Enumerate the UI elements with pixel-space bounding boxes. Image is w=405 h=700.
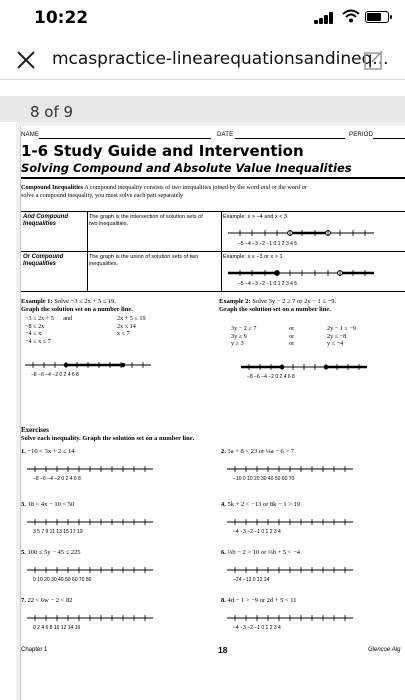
number-line-and — [226, 225, 376, 249]
example-2-work-left: 3y − 2 ≥ 7 3y ≥ 9 y ≥ 3 — [231, 325, 257, 347]
svg-text:−4 −3 −2 −1 0 1 2 3 4: −4 −3 −2 −1 0 1 2 3 4 — [233, 625, 281, 631]
svg-text:−5 −4 −3 −2 −1 0 1 2 3 4: −5 −4 −3 −2 −1 0 1 2 3 4 5 — [238, 241, 298, 247]
table-row — [21, 212, 405, 252]
wifi-icon — [342, 9, 360, 23]
example-2-work-right: 2y − 1 ≤ −9 2y ≤ −8 y ≤ −4 — [327, 325, 356, 347]
nav-bar — [0, 40, 405, 80]
example-2-work-mid: or or or — [289, 325, 295, 347]
exercise-7-number-line[interactable] — [25, 611, 155, 633]
close-icon[interactable] — [14, 48, 38, 72]
exercise-6: 6. ⅔b − 2 > 10 or ⅔b + 5 < −4 — [221, 549, 300, 556]
exercise-8: 8. 4d − 1 > −9 or 2d + 5 < 11 — [221, 597, 297, 604]
status-bar — [0, 0, 405, 34]
guide-subtitle: Solving Compound and Absolute Value Inequalities — [21, 161, 352, 175]
exercise-6-number-line[interactable] — [225, 563, 355, 585]
term-and: And Compound Inequalities — [23, 214, 68, 227]
example-1-work-right: 2x + 5 ≤ 19 2x ≤ 14 x ≤ 7 — [117, 315, 146, 337]
svg-text:0 10 20 30 40 50 60 70: 0 10 20 30 40 50 60 70 80 — [33, 577, 92, 583]
guide-title: 1-6 Study Guide and Intervention — [21, 142, 304, 160]
exercise-1: 1. −10 < 3x + 2 ≤ 14 — [21, 448, 75, 455]
example-and: Example: x > −4 and x < 3 — [223, 214, 288, 220]
footer-chapter: Chapter 1 — [21, 647, 48, 653]
exercise-5: 5. 100 ≤ 5y − 45 ≤ 225 — [21, 549, 81, 556]
document-title: mcaspractice-linearequationsandineq... — [52, 49, 389, 69]
intro-paragraph: Compound Inequalities A compound inequality consists of two inequalities joined by the word and or the word or solve a compound inequality, you must solve each part separately — [21, 184, 308, 199]
exercise-4-number-line[interactable] — [225, 515, 355, 537]
example-1-work-left: −3 ≤ 2x + 5 and −8 ≤ 2x −4 ≤ x −4 ≤ x ≤ 7 — [25, 315, 73, 345]
svg-text:3 5 7 9 11 13 15 17: 3 5 7 9 11 13 15 17 19 — [33, 529, 83, 535]
svg-text:−4 −3 −2 −1 0 1 2 3 4: −4 −3 −2 −1 0 1 2 3 4 — [233, 529, 281, 535]
period-label: PERIOD — [349, 132, 374, 138]
number-line-or — [226, 265, 376, 289]
page-counter: 8 of 9 — [30, 103, 74, 121]
definition-table — [21, 211, 405, 292]
desc-or: The graph is the union of solution sets of two inequalities. — [89, 254, 199, 267]
date-label: DATE — [217, 132, 234, 138]
svg-text:−8 −6 −4 −2 0 2 4 6 8: −8 −6 −4 −2 0 2 4 6 8 — [33, 476, 81, 482]
svg-text:−5 −4 −3 −2 −1 0 1 2 3 4: −5 −4 −3 −2 −1 0 1 2 3 4 5 — [238, 281, 298, 287]
signal-icon — [314, 12, 336, 24]
exercise-1-number-line[interactable] — [25, 462, 155, 484]
example-2-heading: Example 2: Solve 3y − 2 ≥ 7 or 2y − 1 ≤ −9. Graph the solution set on a number line. — [219, 298, 337, 313]
svg-text:0 2 4 6 8 10 12 14: 0 2 4 6 8 10 12 14 16 — [33, 625, 81, 631]
name-label: NAME — [21, 132, 40, 138]
exercise-2: 2. 3a + 8 < 23 or ¼a − 6 > 7 — [221, 448, 294, 455]
svg-text:−8 −6 −4 −2 0 2 4 6 8: −8 −6 −4 −2 0 2 4 6 8 — [31, 372, 79, 378]
example-2-number-line — [239, 360, 369, 382]
exercise-7: 7. 22 < 6w − 2 < 82 — [21, 597, 73, 604]
term-or: Or Compound Inequalities — [23, 254, 64, 267]
example-1-heading: Example 1: Solve −3 ≤ 2x + 5 ≤ 19. Graph the solution set on a number line. — [21, 298, 133, 313]
exercise-8-number-line[interactable] — [225, 611, 355, 633]
exercise-4: 4. 5k + 2 < −13 or 8k − 1 > 19 — [221, 501, 300, 508]
footer-publisher: Glencoe Alg — [368, 647, 401, 653]
exercises-title: Exercises — [21, 426, 49, 434]
svg-text:−8 −6 −4 −2 0 2 4 6 8: −8 −6 −4 −2 0 2 4 6 8 — [247, 374, 295, 380]
example-1-number-line — [23, 358, 153, 380]
example-or: Example: x ≤ −3 or x > 1 — [223, 254, 283, 260]
footer-page-number: 18 — [218, 645, 228, 655]
exercises-instructions: Solve each inequality. Graph the solution set on a number line. — [21, 435, 195, 442]
svg-text:−24 −12 0 12: −24 −12 0 12 24 — [233, 577, 270, 583]
table-row — [21, 252, 405, 292]
battery-icon — [365, 11, 389, 23]
worksheet-page[interactable] — [20, 126, 405, 700]
exercise-5-number-line[interactable] — [25, 563, 155, 585]
exercise-3-number-line[interactable] — [25, 515, 155, 537]
edit-icon[interactable] — [362, 48, 386, 72]
exercise-2-number-line[interactable] — [225, 462, 355, 484]
status-time: 10:22 — [34, 8, 89, 28]
svg-text:−10 0 10 20 30 40 50 60: −10 0 10 20 30 40 50 60 70 — [233, 476, 295, 482]
desc-and: The graph is the intersection of solution sets of two inequalities. — [89, 214, 203, 227]
exercise-3: 3. 18 < 4x − 10 < 50 — [21, 501, 75, 508]
